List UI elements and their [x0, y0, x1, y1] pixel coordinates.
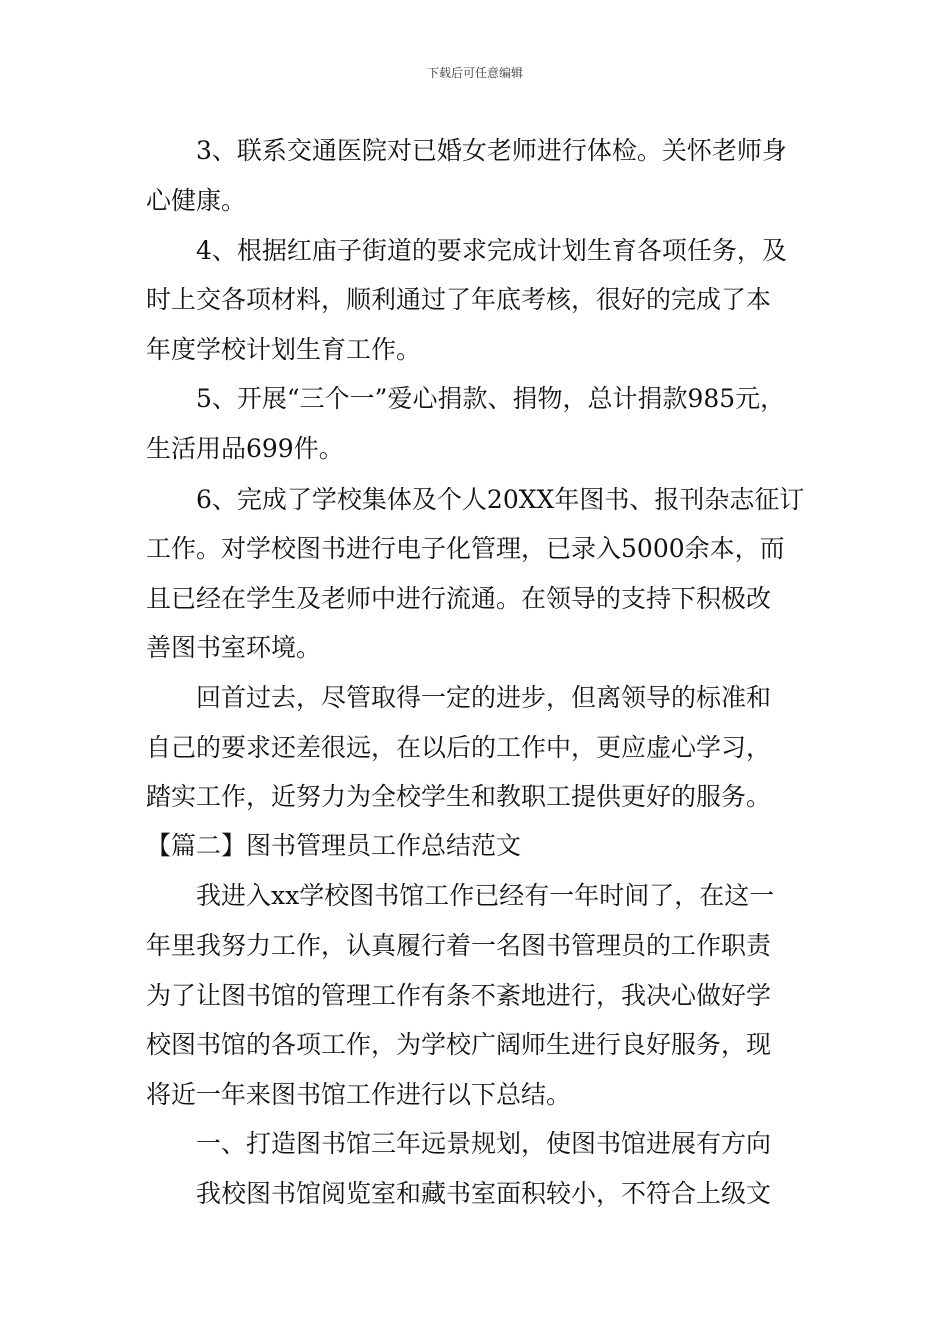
text-line: 善图书室环境。	[146, 633, 322, 662]
text-line: 6、完成了学校集体及个人20XX年图书、报刊杂志征订	[196, 485, 805, 514]
page-header: 下载后可任意编辑	[426, 66, 523, 80]
text-line: 5、开展“三个一”爱心捐款、捐物，总计捐款985元，	[196, 384, 786, 413]
text-line: 工作。对学校图书进行电子化管理，已录入5000余本，而	[146, 534, 785, 563]
text-line: 4、根据红庙子街道的要求完成计划生育各项任务，及	[196, 236, 787, 265]
text-line: 我进入xx学校图书馆工作已经有一年时间了，在这一	[196, 881, 775, 910]
text-line: 生活用品699件。	[146, 434, 344, 463]
text-line: 将近一年来图书馆工作进行以下总结。	[146, 1080, 572, 1109]
text-line: 时上交各项材料，顺利通过了年底考核，很好的完成了本	[146, 285, 772, 314]
text-line: 回首过去，尽管取得一定的进步，但离领导的标准和	[196, 683, 772, 712]
text-line: 为了让图书馆的管理工作有条不紊地进行，我决心做好学	[146, 981, 772, 1010]
text-line: 3、联系交通医院对已婚女老师进行体检。关怀老师身	[196, 136, 787, 165]
text-line: 校图书馆的各项工作，为学校广阔师生进行良好服务，现	[146, 1030, 772, 1059]
text-line: 且已经在学生及老师中进行流通。在领导的支持下积极改	[146, 584, 772, 613]
section-heading: 【篇二】图书管理员工作总结范文	[146, 831, 522, 860]
text-line: 一、打造图书馆三年远景规划，使图书馆进展有方向	[196, 1129, 772, 1158]
text-line: 踏实工作，近努力为全校学生和教职工提供更好的服务。	[146, 782, 772, 811]
text-line: 我校图书馆阅览室和藏书室面积较小，不符合上级文	[196, 1179, 772, 1208]
text-line: 年里我努力工作，认真履行着一名图书管理员的工作职责	[146, 931, 772, 960]
text-line: 年度学校计划生育工作。	[146, 335, 422, 364]
text-line: 自己的要求还差很远，在以后的工作中，更应虚心学习，	[146, 733, 772, 762]
text-line: 心健康。	[146, 186, 247, 215]
